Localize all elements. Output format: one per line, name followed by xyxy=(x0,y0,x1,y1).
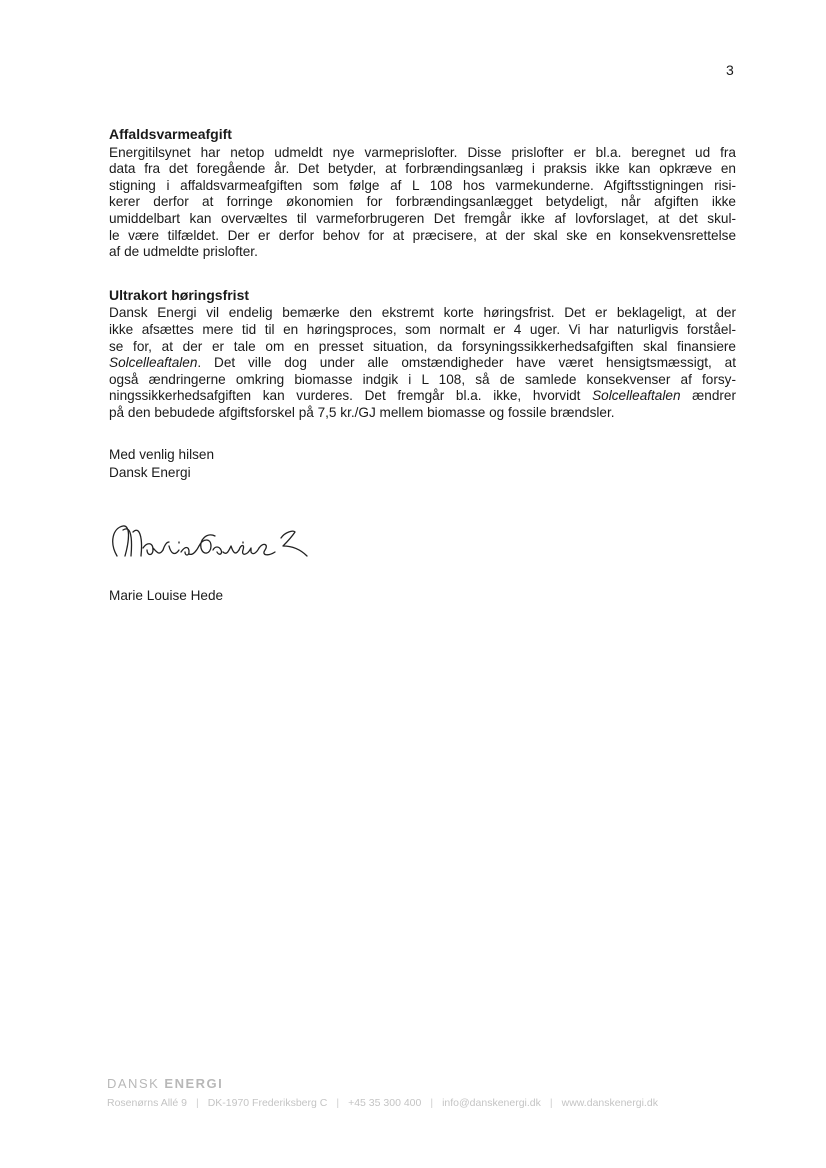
handwritten-signature xyxy=(103,512,323,574)
paragraph-line: Energitilsynet har netop udmeldt nye varmeprislofter. Disse prislofter er bl.a. beregnet ud fra xyxy=(109,144,736,160)
footer-separator: | xyxy=(430,1097,434,1109)
paragraph-line: le være tilfældet. Der er derfor behov for at præcisere, at der skal ske en konsekvensrettelse xyxy=(109,227,736,243)
italic-title: Solcelleaftalen xyxy=(109,355,198,371)
section-heading: Ultrakort høringsfrist xyxy=(109,286,250,303)
paragraph-line: af de udmeldte prislofter. xyxy=(109,244,258,260)
page-number: 3 xyxy=(726,62,734,78)
section-paragraph xyxy=(109,305,736,421)
section-paragraph xyxy=(109,145,736,261)
footer-phone: +45 35 300 400 xyxy=(348,1097,422,1109)
paragraph-line: ikke afsættes mere tid til en høringsproces, som normalt er 4 uger. Vi har naturligvis forståel- xyxy=(109,321,736,337)
paragraph-line: se for, at der er tale om en presset situation, da forsyningssikkerhedsafgiften skal finansiere xyxy=(109,338,736,354)
footer-contact xyxy=(107,1097,658,1109)
closing-organisation: Dansk Energi xyxy=(109,464,191,480)
footer-logo-light: DANSK xyxy=(107,1076,165,1091)
footer-email[interactable]: info@danskenergi.dk xyxy=(442,1097,541,1109)
paragraph-line: Dansk Energi vil endelig bemærke den ekstremt korte høringsfrist. Det er beklageligt, at der xyxy=(109,305,736,321)
footer-website[interactable]: www.danskenergi.dk xyxy=(561,1097,658,1109)
paragraph-line: stigning i affaldsvarmeafgiften som følge af L 108 hos varmekunderne. Afgiftsstigningen risi- xyxy=(109,177,736,193)
paragraph-line-italic: ningssikkerhedsafgiften kan vurderes. Det fremgår bl.a. ikke, hvorvidt Solcelleaftalen ændrer xyxy=(109,388,736,404)
footer-postal: DK-1970 Frederiksberg C xyxy=(207,1097,328,1109)
footer-separator: | xyxy=(195,1097,199,1109)
paragraph-line: umiddelbart kan overvæltes til varmeforbrugeren Det fremgår ikke af lovforslaget, at det skul- xyxy=(109,210,736,226)
paragraph-line: også ændringerne omkring biomasse indgik i L 108, så de samlede konsekvenser af forsy- xyxy=(109,371,736,387)
section-heading: Affaldsvarmeafgift xyxy=(109,126,232,142)
paragraph-line-italic: Solcelleaftalen. Det ville dog under alle omstændigheder have været hensigtsmæssigt, at xyxy=(109,355,736,371)
signer-name: Marie Louise Hede xyxy=(109,588,224,603)
paragraph-line: data fra det foregående år. Det betyder, at forbrændingsanlæg i praksis ikke kan opkræve en xyxy=(109,161,736,177)
footer-logo xyxy=(107,1076,223,1091)
letter-body xyxy=(109,126,736,482)
footer-separator: | xyxy=(549,1097,553,1109)
footer-address: Rosenørns Allé 9 xyxy=(107,1097,187,1109)
italic-title: Solcelleaftalen xyxy=(592,388,681,404)
closing xyxy=(109,446,736,482)
section-affaldsvarmeafgift xyxy=(109,126,736,261)
paragraph-line: på den bebudede afgiftsforskel på 7,5 kr./GJ mellem biomasse og fossile brændsler. xyxy=(109,404,615,420)
footer-logo-bold: ENERGI xyxy=(164,1076,224,1091)
footer-separator: | xyxy=(336,1097,340,1109)
section-ultrakort-hoeringsfrist xyxy=(109,287,736,422)
closing-greeting: Med venlig hilsen xyxy=(109,446,215,462)
paragraph-line: kerer derfor at forringe økonomien for forbrændingsanlægget betydeligt, når afgiften ikke xyxy=(109,194,736,210)
